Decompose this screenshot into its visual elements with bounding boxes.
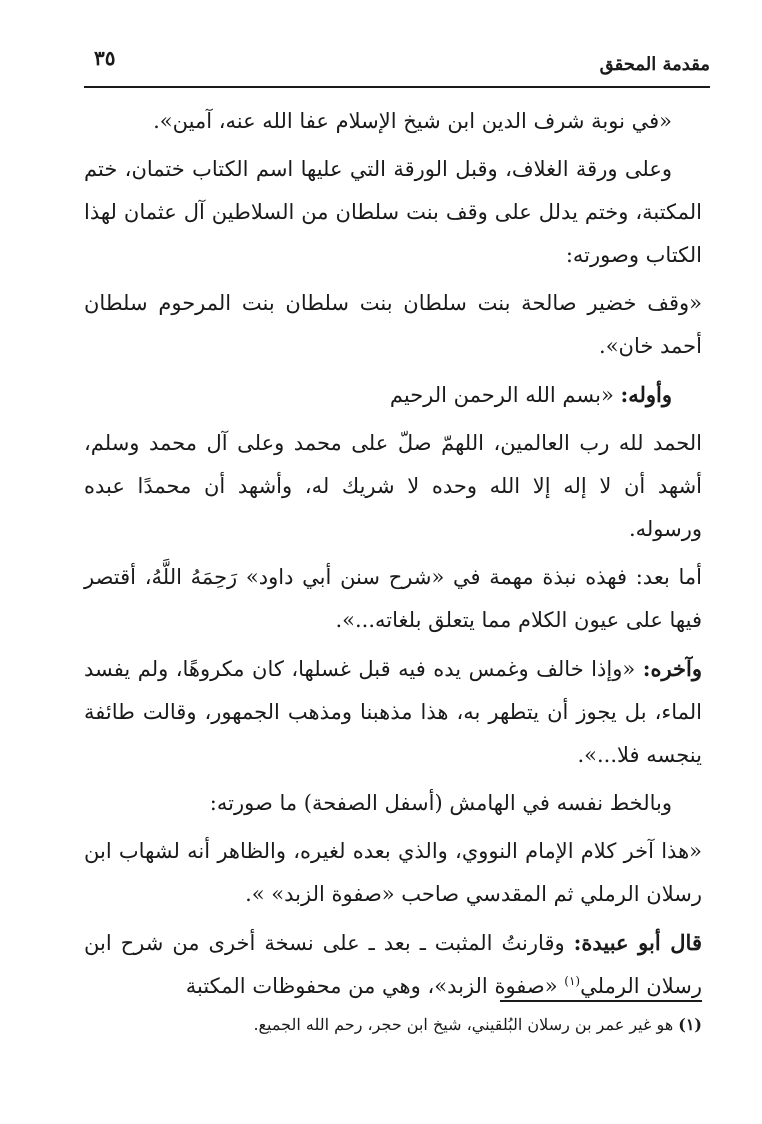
paragraph-text: الحمد لله رب العالمين، اللهمّ صلّ على محمد وعلى آل محمد وسلم، أشهد أن لا إله إلا الله وحده لا شريك له، وأشهد أن محمدًا عبده ورسوله. bbox=[84, 431, 702, 541]
running-title: مقدمة المحقق bbox=[599, 54, 710, 75]
paragraph-text: وعلى ورقة الغلاف، وقبل الورقة التي عليها اسم الكتاب ختمان، ختم المكتبة، وختم يدلل على وقف بنت سلطان من السلاطين آل عثمان لهذا الكتاب وصورته: bbox=[84, 157, 702, 267]
paragraph-text: وبالخط نفسه في الهامش (أسفل الصفحة) ما صورته: bbox=[209, 791, 672, 815]
footnote bbox=[84, 1010, 702, 1040]
running-header bbox=[84, 40, 710, 88]
footnote-marker: (١) bbox=[678, 1015, 702, 1034]
paragraph-lead: قال أبو عبيدة: bbox=[573, 930, 702, 955]
paragraph-text: أما بعد: فهذه نبذة مهمة في «شرح سنن أبي داود» رَحِمَهُ اللَّهُ، أقتصر فيها على عيون الكلام مما يتعلق بلغاته...». bbox=[84, 565, 702, 632]
paragraph bbox=[84, 148, 702, 277]
paragraph bbox=[84, 100, 702, 143]
paragraph bbox=[84, 422, 702, 551]
paragraph-lead: وآخره: bbox=[642, 656, 702, 681]
paragraph-text: وقارنتُ المثبت ـ بعد ـ على نسخة أخرى من شرح ابن رسلان الرملي bbox=[84, 931, 702, 998]
page-number: ٣٥ bbox=[94, 46, 116, 70]
paragraph bbox=[84, 647, 702, 777]
footnote-text: هو غير عمر بن رسلان البُلقيني، شيخ ابن حجر، رحم الله الجميع. bbox=[253, 1015, 674, 1034]
paragraph-text: «بسم الله الرحمن الرحيم bbox=[389, 383, 621, 407]
paragraph-text: «هذا آخر كلام الإمام النووي، والذي بعده لغيره، والظاهر أنه لشهاب ابن رسلان الرملي ثم المقدسي صاحب «صفوة الزبد» ». bbox=[84, 839, 702, 906]
paragraph bbox=[84, 282, 702, 368]
paragraph bbox=[84, 830, 702, 916]
paragraph-text: «وقف خضير صالحة بنت سلطان بنت سلطان بنت المرحوم سلطان أحمد خان». bbox=[84, 291, 702, 358]
paragraph bbox=[84, 921, 702, 1008]
paragraph-text: «وإذا خالف وغمس يده فيه قبل غسلها، كان مكروهًا، ولم يفسد الماء، بل يجوز أن يتطهر به، هذا مذهبنا ومذهب الجمهور، وقالت طائفة ينجسه فلا...». bbox=[84, 657, 702, 767]
paragraph bbox=[84, 373, 702, 417]
body-text bbox=[84, 100, 702, 1008]
footnote-reference[interactable]: (١) bbox=[564, 974, 581, 988]
paragraph-text: «صفوة الزبد»، وهي من محفوظات المكتبة bbox=[185, 974, 565, 998]
paragraph bbox=[84, 782, 702, 825]
paragraph-lead: وأوله: bbox=[620, 382, 672, 407]
paragraph-text: «في نوبة شرف الدين ابن شيخ الإسلام عفا الله عنه، آمين». bbox=[153, 109, 672, 133]
footnote-divider bbox=[500, 1000, 702, 1002]
paragraph bbox=[84, 556, 702, 642]
